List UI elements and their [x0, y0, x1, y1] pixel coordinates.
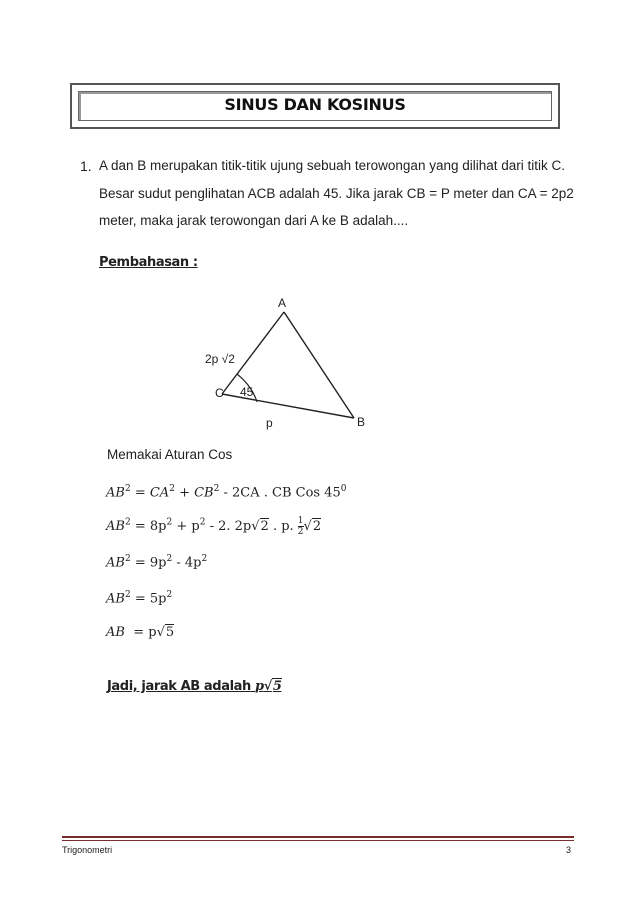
step-1-rest: - 2CA . CB Cos 45: [223, 485, 341, 501]
footer-divider-thin: [62, 840, 574, 841]
footer-title: Trigonometri: [62, 845, 113, 855]
step-1-ca: CA: [149, 485, 170, 501]
step-4: $AB^2 = 5p^2$: [106, 590, 173, 607]
label-c: C: [215, 386, 224, 400]
fraction: [298, 516, 304, 537]
fraction-denominator: 2: [297, 527, 304, 537]
conclusion-answer-p: p: [255, 679, 264, 694]
question-number: 1.: [80, 158, 92, 174]
step-3: $AB^2 = 9p^2 - 4p^2$: [106, 554, 208, 571]
step-3-part1: = 9p: [134, 555, 167, 571]
footer-divider-thick: [62, 836, 574, 838]
title-box: [70, 83, 560, 129]
step-2-lhs: AB: [106, 519, 125, 534]
step-5-rhs: = p: [133, 625, 157, 640]
label-b: B: [357, 415, 366, 429]
step-intro: Memakai Aturan Cos: [107, 447, 233, 462]
step-2-root2: 2: [312, 519, 322, 534]
question-line-1: A dan B merupakan titik-titik ujung sebuah terowongan yang dilihat dari titik C.: [99, 158, 566, 173]
step-4-rhs: = 5p: [134, 591, 167, 607]
step-2-part1: = 8p: [134, 519, 167, 534]
step-5-root: 5: [165, 625, 175, 640]
step-2-part4: . p.: [272, 519, 294, 534]
question-line-2: Besar sudut penglihatan ACB adalah 45. Jika jarak CB = P meter dan CA = 2p2: [99, 186, 574, 201]
step-5-lhs: AB: [106, 625, 125, 640]
step-1: $AB^2 = CA^2 + CB^2 - 2CA$ . CB Cos $45^0$: [106, 484, 347, 501]
page-title: SINUS DAN KOSINUS: [224, 95, 406, 114]
step-1-lhs: AB: [106, 485, 125, 501]
label-a: A: [278, 296, 287, 310]
solution-heading: Pembahasan :: [99, 255, 198, 270]
step-3-lhs: AB: [106, 555, 125, 571]
step-1-cb: CB: [194, 485, 214, 501]
question-line-3: meter, maka jarak terowongan dari A ke B adalah....: [99, 213, 409, 228]
side-ab: [284, 312, 354, 418]
step-2-part3: - 2. 2p: [209, 519, 252, 534]
conclusion-answer-root: 5: [272, 679, 282, 694]
step-4-lhs: AB: [106, 591, 125, 607]
fraction-numerator: 1: [297, 516, 304, 526]
triangle-diagram: [190, 290, 390, 440]
conclusion: [107, 679, 282, 694]
conclusion-text: Jadi, jarak AB adalah: [107, 679, 251, 694]
step-3-part2: - 4p: [176, 555, 202, 571]
step-5: AB = p√5: [106, 625, 175, 640]
step-2-root1: 2: [260, 519, 269, 534]
page-number: 3: [566, 845, 572, 855]
label-cb: p: [266, 416, 273, 430]
label-angle: 45: [240, 385, 254, 399]
conclusion-answer: p√5: [255, 679, 282, 694]
step-1-degree: 0: [340, 484, 347, 494]
step-2-part2: + p: [176, 519, 200, 534]
step-2: $AB^2 = 8p^2 + p^2 - 2$. 2p√2 . p. $\frac{1}{2}$ √2: [106, 516, 322, 537]
label-ca: 2p √2: [205, 352, 235, 366]
